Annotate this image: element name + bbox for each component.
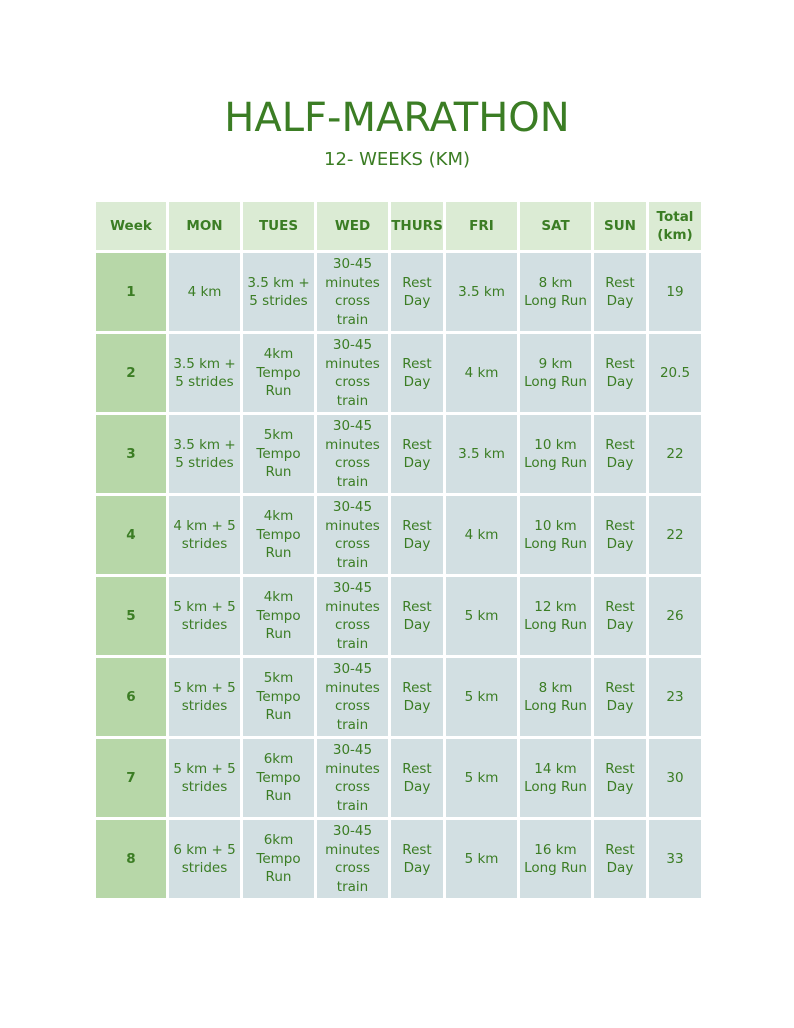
- cell-sun: Rest Day: [594, 496, 646, 574]
- table-row: [96, 820, 701, 898]
- cell-total: 30: [649, 739, 701, 817]
- cell-wed: 30-45 minutes cross train: [317, 658, 388, 736]
- cell-tues: 6km Tempo Run: [243, 820, 314, 898]
- column-header-fri: FRI: [446, 202, 517, 250]
- week-number-cell: 5: [96, 577, 166, 655]
- cell-sun: Rest Day: [594, 253, 646, 331]
- column-header-tues: TUES: [243, 202, 314, 250]
- table-row: [96, 739, 701, 817]
- week-number-cell: 6: [96, 658, 166, 736]
- week-number-cell: 4: [96, 496, 166, 574]
- cell-wed: 30-45 minutes cross train: [317, 334, 388, 412]
- column-header-sat: SAT: [520, 202, 591, 250]
- cell-wed: 30-45 minutes cross train: [317, 415, 388, 493]
- table-header: [96, 202, 701, 250]
- cell-thurs: Rest Day: [391, 658, 443, 736]
- cell-total: 23: [649, 658, 701, 736]
- table-body: [96, 253, 701, 898]
- cell-sat: 14 km Long Run: [520, 739, 591, 817]
- cell-wed: 30-45 minutes cross train: [317, 577, 388, 655]
- column-header-thurs: THURS: [391, 202, 443, 250]
- cell-sat: 10 km Long Run: [520, 415, 591, 493]
- table-row: [96, 658, 701, 736]
- cell-total: 20.5: [649, 334, 701, 412]
- table-row: [96, 334, 701, 412]
- column-header-mon: MON: [169, 202, 240, 250]
- page-subtitle: 12- WEEKS (KM): [324, 149, 470, 170]
- cell-wed: 30-45 minutes cross train: [317, 253, 388, 331]
- cell-sun: Rest Day: [594, 658, 646, 736]
- cell-total: 26: [649, 577, 701, 655]
- cell-mon: 4 km: [169, 253, 240, 331]
- cell-fri: 5 km: [446, 658, 517, 736]
- cell-thurs: Rest Day: [391, 415, 443, 493]
- week-number-cell: 3: [96, 415, 166, 493]
- cell-tues: 4km Tempo Run: [243, 496, 314, 574]
- cell-total: 22: [649, 415, 701, 493]
- cell-mon: 6 km + 5 strides: [169, 820, 240, 898]
- cell-wed: 30-45 minutes cross train: [317, 496, 388, 574]
- cell-wed: 30-45 minutes cross train: [317, 739, 388, 817]
- cell-sun: Rest Day: [594, 820, 646, 898]
- cell-sun: Rest Day: [594, 577, 646, 655]
- cell-total: 33: [649, 820, 701, 898]
- cell-sun: Rest Day: [594, 415, 646, 493]
- column-header-total: Total (km): [649, 202, 701, 250]
- cell-sat: 8 km Long Run: [520, 253, 591, 331]
- cell-mon: 4 km + 5 strides: [169, 496, 240, 574]
- cell-tues: 5km Tempo Run: [243, 658, 314, 736]
- cell-fri: 3.5 km: [446, 415, 517, 493]
- column-header-wed: WED: [317, 202, 388, 250]
- cell-sat: 10 km Long Run: [520, 496, 591, 574]
- cell-thurs: Rest Day: [391, 253, 443, 331]
- training-plan-table: [93, 199, 704, 901]
- cell-fri: 5 km: [446, 577, 517, 655]
- cell-thurs: Rest Day: [391, 334, 443, 412]
- cell-total: 19: [649, 253, 701, 331]
- cell-mon: 5 km + 5 strides: [169, 658, 240, 736]
- cell-fri: 4 km: [446, 496, 517, 574]
- cell-mon: 3.5 km + 5 strides: [169, 334, 240, 412]
- cell-total: 22: [649, 496, 701, 574]
- cell-sun: Rest Day: [594, 334, 646, 412]
- table-row: [96, 253, 701, 331]
- cell-sat: 16 km Long Run: [520, 820, 591, 898]
- table-row: [96, 577, 701, 655]
- cell-mon: 5 km + 5 strides: [169, 577, 240, 655]
- cell-tues: 5km Tempo Run: [243, 415, 314, 493]
- table-row: [96, 415, 701, 493]
- week-number-cell: 1: [96, 253, 166, 331]
- cell-sun: Rest Day: [594, 739, 646, 817]
- cell-tues: 3.5 km + 5 strides: [243, 253, 314, 331]
- cell-fri: 4 km: [446, 334, 517, 412]
- cell-sat: 9 km Long Run: [520, 334, 591, 412]
- cell-mon: 3.5 km + 5 strides: [169, 415, 240, 493]
- cell-mon: 5 km + 5 strides: [169, 739, 240, 817]
- cell-tues: 4km Tempo Run: [243, 334, 314, 412]
- column-header-sun: SUN: [594, 202, 646, 250]
- cell-fri: 5 km: [446, 820, 517, 898]
- week-number-cell: 2: [96, 334, 166, 412]
- header-row: [96, 202, 701, 250]
- week-number-cell: 7: [96, 739, 166, 817]
- cell-wed: 30-45 minutes cross train: [317, 820, 388, 898]
- cell-sat: 8 km Long Run: [520, 658, 591, 736]
- cell-thurs: Rest Day: [391, 496, 443, 574]
- column-header-week: Week: [96, 202, 166, 250]
- page-title: HALF-MARATHON: [224, 95, 570, 141]
- cell-sat: 12 km Long Run: [520, 577, 591, 655]
- cell-tues: 6km Tempo Run: [243, 739, 314, 817]
- week-number-cell: 8: [96, 820, 166, 898]
- cell-fri: 3.5 km: [446, 253, 517, 331]
- cell-thurs: Rest Day: [391, 820, 443, 898]
- cell-fri: 5 km: [446, 739, 517, 817]
- cell-tues: 4km Tempo Run: [243, 577, 314, 655]
- table-row: [96, 496, 701, 574]
- cell-thurs: Rest Day: [391, 577, 443, 655]
- cell-thurs: Rest Day: [391, 739, 443, 817]
